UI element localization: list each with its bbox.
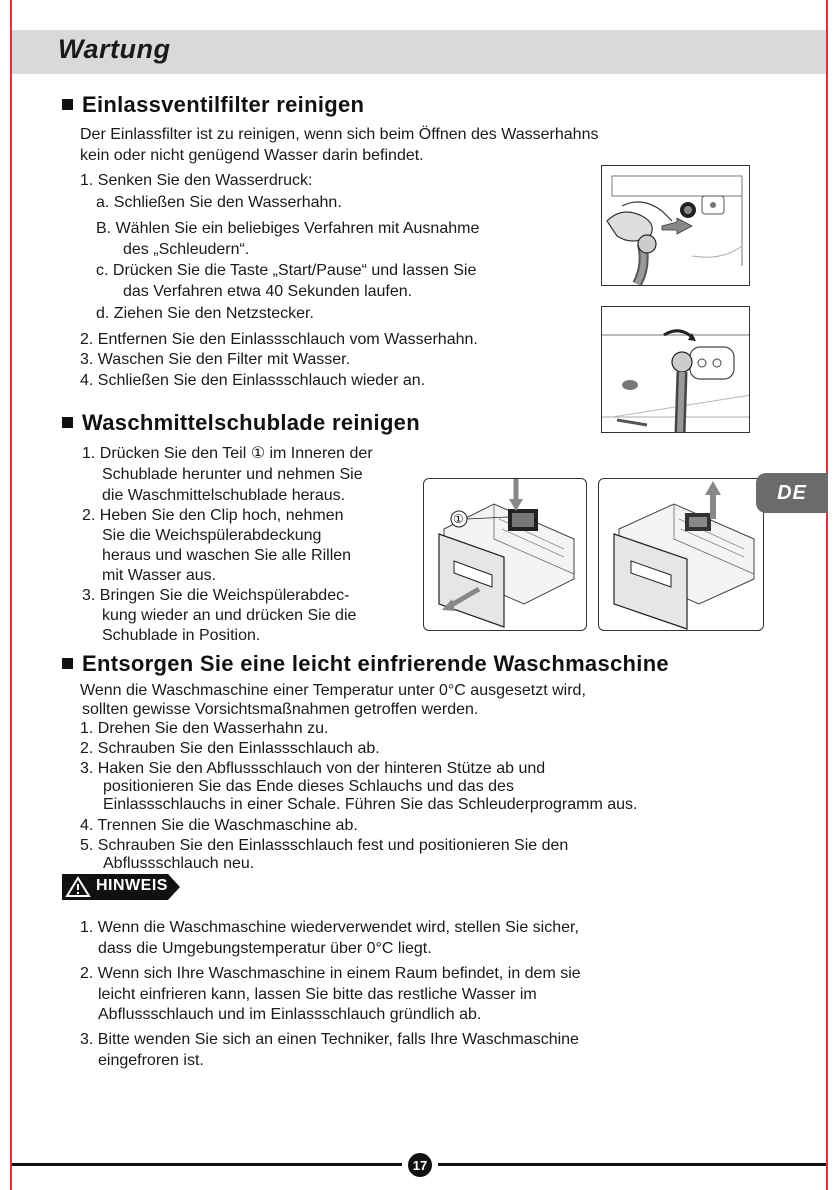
step-2: 2. Entfernen Sie den Einlassschlauch vom Wasserhahn. bbox=[80, 331, 478, 348]
sub-step-a: a. Schließen Sie den Wasserhahn. bbox=[96, 194, 342, 211]
section-heading-text: Einlassventilfilter reinigen bbox=[82, 92, 365, 117]
note-line: eingefroren ist. bbox=[98, 1052, 204, 1069]
drawer-lift-illustration bbox=[599, 479, 764, 631]
freeze-line: Wenn die Waschmaschine einer Temperatur unter 0°C ausgesetzt wird, bbox=[80, 682, 586, 699]
figure-hose-reattach bbox=[601, 306, 750, 433]
freeze-line: positionieren Sie das Ende dieses Schlauchs und das des bbox=[103, 778, 514, 795]
sub-step-b-cont: des „Schleudern“. bbox=[123, 241, 250, 258]
step-3: 3. Waschen Sie den Filter mit Wasser. bbox=[80, 351, 351, 368]
section-heading-freezing bbox=[62, 651, 669, 677]
freeze-line: 4. Trennen Sie die Waschmaschine ab. bbox=[80, 817, 358, 834]
drawer-part-marker: ① bbox=[453, 512, 464, 526]
note-badge bbox=[62, 874, 180, 900]
freeze-line: Abflussschlauch neu. bbox=[103, 855, 255, 872]
drawer-removal-illustration bbox=[424, 479, 587, 631]
figure-drawer-removal bbox=[423, 478, 587, 631]
note-line: 2. Wenn sich Ihre Waschmaschine in einem Raum befindet, in dem sie bbox=[80, 965, 581, 982]
drawer-line: 2. Heben Sie den Clip hoch, nehmen bbox=[82, 507, 344, 524]
footer-rule-right bbox=[438, 1163, 826, 1166]
hose-connection-illustration bbox=[602, 307, 750, 433]
bullet-square-icon bbox=[62, 417, 73, 428]
bullet-square-icon bbox=[62, 658, 73, 669]
section-heading-inlet-filter bbox=[62, 92, 364, 118]
sub-step-b: B. Wählen Sie ein beliebiges Verfahren mit Ausnahme bbox=[96, 220, 480, 237]
page-border-right bbox=[826, 0, 828, 1190]
section-heading-text: Entsorgen Sie eine leicht einfrierende Waschmaschine bbox=[82, 651, 669, 676]
sub-step-c-cont: das Verfahren etwa 40 Sekunden laufen. bbox=[123, 283, 413, 300]
freeze-line: sollten gewisse Vorsichtsmaßnahmen getroffen werden. bbox=[82, 701, 479, 718]
drawer-line: mit Wasser aus. bbox=[102, 567, 217, 584]
intro-line: kein oder nicht genügend Wasser darin befindet. bbox=[80, 147, 424, 164]
note-line: 3. Bitte wenden Sie sich an einen Techniker, falls Ihre Waschmaschine bbox=[80, 1031, 579, 1048]
freeze-line: 1. Drehen Sie den Wasserhahn zu. bbox=[80, 720, 329, 737]
drawer-line: kung wieder an und drücken Sie die bbox=[102, 607, 357, 624]
step-4: 4. Schließen Sie den Einlassschlauch wieder an. bbox=[80, 372, 426, 389]
figure-drawer-lift bbox=[598, 478, 764, 631]
note-line: leicht einfrieren kann, lassen Sie bitte das restliche Wasser im bbox=[98, 986, 537, 1003]
note-label: HINWEIS bbox=[96, 877, 168, 894]
drawer-line: heraus und waschen Sie alle Rillen bbox=[102, 547, 352, 564]
freeze-line: 3. Haken Sie den Abflussschlauch von der hinteren Stütze ab und bbox=[80, 760, 546, 777]
intro-line: Der Einlassfilter ist zu reinigen, wenn sich beim Öffnen des Wasserhahns bbox=[80, 126, 599, 143]
sub-step-c: c. Drücken Sie die Taste „Start/Pause“ und lassen Sie bbox=[96, 262, 477, 279]
sub-step-d: d. Ziehen Sie den Netzstecker. bbox=[96, 305, 314, 322]
note-line: dass die Umgebungstemperatur über 0°C liegt. bbox=[98, 940, 432, 957]
page-border-left bbox=[10, 0, 12, 1190]
drawer-line: Schublade in Position. bbox=[102, 627, 261, 644]
page-title: Wartung bbox=[58, 34, 171, 64]
figure-faucet-filter bbox=[601, 165, 750, 286]
step-1: 1. Senken Sie den Wasserdruck: bbox=[80, 172, 313, 189]
section-heading-text: Waschmittelschublade reinigen bbox=[82, 410, 420, 435]
drawer-line: die Waschmittelschublade heraus. bbox=[102, 487, 346, 504]
footer-rule-left bbox=[12, 1163, 402, 1166]
section-heading-detergent-drawer bbox=[62, 410, 420, 436]
note-line: 1. Wenn die Waschmaschine wiederverwendet wird, stellen Sie sicher, bbox=[80, 919, 579, 936]
page-number: 17 bbox=[408, 1153, 432, 1177]
drawer-line: 3. Bringen Sie die Weichspülerabdec- bbox=[82, 587, 350, 604]
freeze-line: 2. Schrauben Sie den Einlassschlauch ab. bbox=[80, 740, 380, 757]
drawer-line: Schublade herunter und nehmen Sie bbox=[102, 466, 363, 483]
note-line: Abflussschlauch und im Einlassschlauch gründlich ab. bbox=[98, 1006, 482, 1023]
drawer-line: 1. Drücken Sie den Teil ① im Inneren der bbox=[82, 445, 373, 462]
faucet-hand-illustration bbox=[602, 166, 750, 286]
language-tab-de: DE bbox=[756, 473, 828, 513]
freeze-line: 5. Schrauben Sie den Einlassschlauch fest und positionieren Sie den bbox=[80, 837, 569, 854]
drawer-line: Sie die Weichspülerabdeckung bbox=[102, 527, 322, 544]
freeze-line: Einlassschlauchs in einer Schale. Führen Sie das Schleuderprogramm aus. bbox=[103, 796, 638, 813]
bullet-square-icon bbox=[62, 99, 73, 110]
